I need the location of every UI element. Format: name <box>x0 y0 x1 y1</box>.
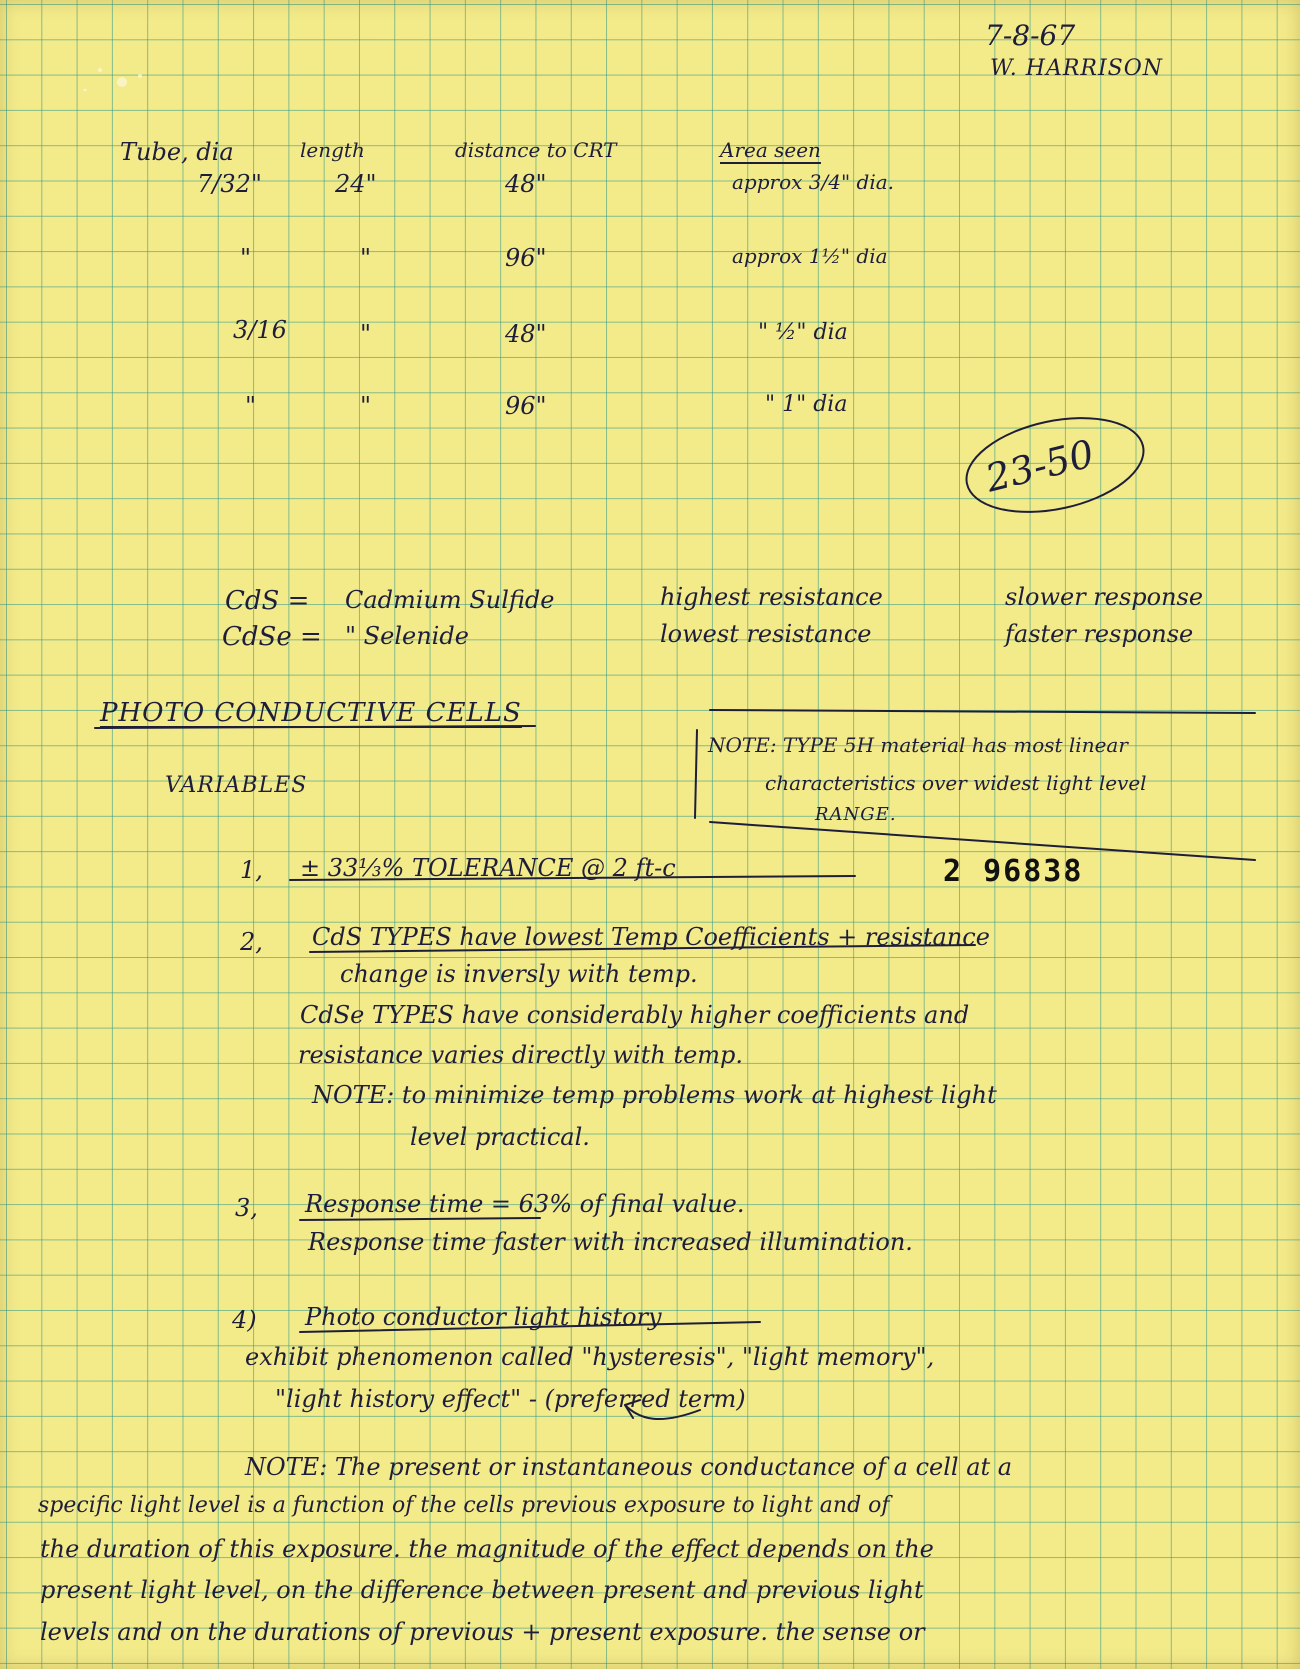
circle-mark <box>958 403 1152 527</box>
tube-area: approx 3/4" dia. <box>732 170 894 194</box>
item-line: Response time faster with increased illumination. <box>308 1228 913 1256</box>
tube-dia: " <box>245 392 257 420</box>
note-box-top <box>710 710 1255 713</box>
note-line: present light level, on the difference between present and previous light <box>40 1576 924 1604</box>
tube-length: " <box>360 392 372 420</box>
note-line: RANGE. <box>815 804 897 825</box>
underline-mark <box>300 1322 760 1332</box>
material-resistance: lowest resistance <box>660 620 872 648</box>
item-line: exhibit phenomenon called "hysteresis", "light memory", <box>245 1343 935 1371</box>
header-tube-dia: Tube, dia <box>120 138 234 166</box>
tube-length: " <box>360 244 372 272</box>
tube-dia: " <box>240 244 252 272</box>
tube-area: approx 1½" dia <box>732 244 888 268</box>
tube-length: 24" <box>335 170 377 198</box>
header-area-seen: Area seen <box>720 138 821 162</box>
note-line: NOTE: The present or instantaneous conductance of a cell at a <box>245 1453 1013 1481</box>
note-line: specific light level is a function of the cells previous exposure to light and of <box>38 1493 890 1518</box>
tube-distance: 48" <box>505 320 547 348</box>
stamp-number: 2 96838 <box>943 854 1084 889</box>
material-formula: CdSe = <box>222 622 322 652</box>
material-resistance: highest resistance <box>660 583 883 611</box>
tube-area: " ½" dia <box>758 320 848 345</box>
variables-label: VARIABLES <box>165 773 308 798</box>
tube-distance: 48" <box>505 170 547 198</box>
note-line: levels and on the durations of previous + present exposure. the sense or <box>40 1618 925 1646</box>
note-box-bottom <box>710 822 1255 860</box>
section-title: PHOTO CONDUCTIVE CELLS <box>100 698 522 728</box>
item-number: 2, <box>240 928 263 956</box>
tube-length: " <box>360 320 372 348</box>
arrow-mark <box>625 1405 700 1419</box>
item-line: CdS TYPES have lowest Temp Coefficients + resistance <box>312 923 990 951</box>
item-line: Photo conductor light history <box>305 1303 662 1331</box>
material-name: " Selenide <box>345 622 469 650</box>
material-name: Cadmium Sulfide <box>345 586 555 614</box>
item-line: Response time = 63% of final value. <box>305 1190 745 1218</box>
tube-area: " 1" dia <box>765 392 848 417</box>
item-number: 1, <box>240 856 263 884</box>
item-number: 4) <box>232 1306 257 1334</box>
item-line: resistance varies directly with temp. <box>298 1041 744 1069</box>
tube-dia: 7/32" <box>197 170 262 198</box>
note-line: NOTE: TYPE 5H material has most linear <box>708 733 1128 757</box>
circled-number: 23-50 <box>981 431 1099 501</box>
paper-scuff <box>84 68 143 92</box>
material-response: faster response <box>1005 620 1194 648</box>
item-line: level practical. <box>410 1123 590 1151</box>
date: 7-8-67 <box>985 19 1076 52</box>
underline-mark <box>95 726 535 728</box>
tube-distance: 96" <box>505 392 547 420</box>
note-line: characteristics over widest light level <box>765 771 1147 795</box>
underline-mark <box>310 945 975 952</box>
item-line: change is inversly with temp. <box>340 960 698 988</box>
underline-mark <box>290 876 855 880</box>
item-number: 3, <box>235 1194 258 1222</box>
tube-dia: 3/16 <box>233 316 287 344</box>
tube-distance: 96" <box>505 244 547 272</box>
underline-mark <box>300 1218 540 1220</box>
header-length: length <box>300 138 365 162</box>
note-box-left <box>695 730 697 818</box>
header-distance: distance to CRT <box>455 138 617 162</box>
item-line: "light history effect" - (preferred term) <box>275 1385 746 1413</box>
material-formula: CdS = <box>225 586 310 616</box>
note-line: the duration of this exposure. the magnitude of the effect depends on the <box>40 1535 934 1563</box>
author: W. HARRISON <box>990 56 1164 81</box>
item-line: CdSe TYPES have considerably higher coefficients and <box>300 1001 970 1029</box>
material-response: slower response <box>1005 583 1204 611</box>
item-line: NOTE: to minimize temp problems work at highest light <box>312 1081 997 1109</box>
item-line: ± 33⅓% TOLERANCE @ 2 ft-c <box>300 854 676 882</box>
